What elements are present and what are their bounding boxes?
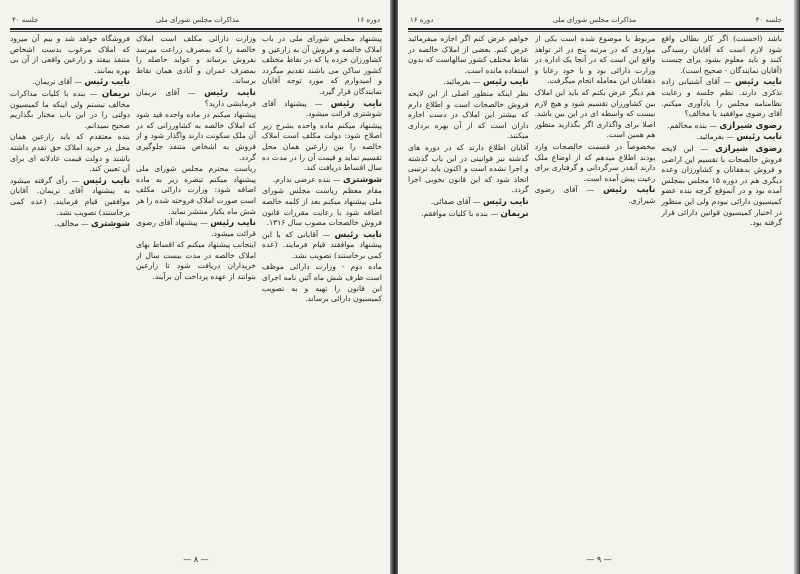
speaker-name: شوشتری (342, 174, 382, 185)
header-rule (408, 28, 784, 32)
paragraph-text: — پیشنهاد آقای رضوی قرائت میشود. (136, 218, 256, 238)
paragraph (136, 110, 256, 163)
paragraph (535, 142, 656, 184)
paragraph (535, 88, 656, 141)
paragraph-text: — آقای نریمان. (32, 77, 82, 87)
paragraph-text: خواهم عرض کنم اگر اجازه میفرمائید عرض کنم. بعضی از املاک خالصه در نقاط مختلف کشور سالهاست که بدون استفاده مانده است. (407, 34, 529, 75)
speaker-name: رضوی شیرازی (719, 120, 782, 131)
paragraph-text: — این لایحه فروش خالصجات با تقسیم این اراضی و فروش بدهقانان و کشاورزان وعده دیگری هم در دوره ۱۵ مجلس بمجلس آمده بود و در آنموقع گرچه بنده عضو کمیسیون دارائی نبودم ولی این منظور در اختیار کمیسیون قوانین دارائی قرار گرفته بود. (661, 143, 782, 228)
paragraph-text: آقایان اطلاع دارند که در دوره های گذشته نیز قوانینی در این باب گذشته و اجرا نشده است و اکنون باید ترتیبی اتخاذ شود که این قانون بخوبی اجرا گردد. (407, 142, 529, 195)
text-column (262, 34, 382, 546)
text-columns (10, 34, 382, 546)
speaker-name: نایب رئیس (334, 229, 382, 240)
paragraph-text: باشد (احسنت) اگر کار بطالی واقع شود لازم است که آقایان رسیدگی کنند و باید معلوم بشود برای چیست (آقایان نمایندگان - صحیح است). (661, 34, 782, 75)
paragraph (661, 77, 782, 119)
page-edge (794, 0, 800, 574)
speaker-name: نریمان (500, 208, 529, 219)
left-page (0, 0, 392, 574)
speaker-name: نایب رئیس (204, 87, 256, 98)
text-columns (408, 34, 782, 546)
paragraph-text: مقام معظم ریاست مجلس شورای ملی پیشنهاد میکنم بعد از کلمه خالصه اضافه شود با رعایت مقررات قانون فروش خالصجات مصوب سال ۱۳۱۶. (262, 186, 382, 228)
header-title: مذاکرات مجلس شورای ملی (552, 16, 637, 24)
paragraph (136, 218, 256, 239)
paragraph-text: پیشنهاد میکنم ماده واحده بشرح زیر اصلاح شود: دولت مکلف است املاک خالصه را بین زارعین همان محل تقسیم نماید و قیمت آن را در مدت ده سال اقساط دریافت کند. (262, 120, 382, 173)
paragraph-text: — آقای آشتیانی زاده تذکری دارند. نظم جلسه و رعایت نظامنامه مجلس را یادآوری میکنم. آقای رضوی موافقید یا مخالف؟ (661, 77, 782, 119)
paragraph (10, 219, 130, 230)
paragraph-text: — پیشنهاد آقای شوشتری قرائت میشود. (262, 98, 382, 119)
paragraph (10, 176, 130, 218)
paragraph-text: — بنده با کلیات مذاکرات مخالف نیستم ولی اینکه ما کمیسیون دولتی را در این باب مختار بگذاریم صحیح نمیدانم. (10, 88, 130, 130)
paragraph (10, 89, 130, 131)
paragraph (10, 77, 130, 88)
paragraph-text: — آقای رضوی شیرازی. (534, 185, 656, 205)
paragraph-text: — بفرمائید. (696, 132, 734, 142)
term-label: دوره ۱۶ (356, 16, 380, 24)
speaker-name: نایب رئیس (603, 185, 656, 196)
speaker-name: نایب رئیس (84, 77, 130, 88)
paragraph-text: — آقای نریمان فرمایشی دارید؟ (136, 87, 256, 108)
paragraph (535, 185, 656, 206)
paragraph (136, 164, 256, 217)
page-number: — ۹ — (586, 555, 612, 564)
paragraph (262, 230, 382, 262)
paragraph-text: — مخالف. (54, 219, 89, 229)
paragraph (408, 77, 529, 88)
paragraph (408, 34, 529, 76)
text-column (535, 34, 656, 546)
speaker-name: نایب رئیس (736, 132, 782, 143)
page-header (410, 14, 782, 26)
paragraph (408, 209, 529, 220)
speaker-name: شوشتری (90, 219, 130, 230)
paragraph (661, 132, 782, 143)
paragraph-text: — رأی گرفته میشود به پیشنهاد آقای نریمان. آقایان موافقین قیام فرمایند. (عده کمی برخاستند) تصویب نشد. (10, 175, 130, 217)
header-rule (10, 28, 382, 32)
text-column (10, 34, 130, 546)
page-header (12, 14, 380, 26)
speaker-name: نایب رئیس (82, 175, 130, 186)
session-label: جلسه ۴۰ (12, 16, 39, 24)
paragraph-text: نظر اینکه منظور اصلی از این لایحه فروش خالصجات است و اطلاع دارم که بیشتر این املاک در دست اجاره داران است که از آن بهره برداری میکنند. (407, 88, 529, 141)
term-label: دوره ۱۶ (410, 16, 434, 24)
paragraph (408, 197, 529, 208)
paragraph (10, 132, 130, 174)
paragraph (262, 262, 382, 304)
paragraph-text: بنده معتقدم که باید زارعین همان محل در خرید املاک حق تقدم داشته باشند و دولت قیمت عادلانه ای برای آن تعیین کند. (10, 132, 130, 174)
session-label: جلسه ۴۰ (755, 16, 782, 24)
paragraph (661, 34, 782, 76)
paragraph (408, 143, 529, 196)
paragraph (408, 89, 529, 142)
text-column (136, 34, 256, 546)
paragraph-text: وزارت دارائی مکلف است املاک خالصه را که بمصرف زراعت میرسد بفروش برساند و عواید حاصله را بمصرف عمران و آبادی همان نقاط برساند. (136, 34, 256, 86)
speaker-name: نایب رئیس (483, 196, 529, 207)
paragraph-text: — آقایانی که با این پیشنهاد موافقند قیام فرمایند. (عده کمی برخاستند) تصویب نشد. (262, 229, 382, 260)
paragraph (136, 240, 256, 282)
paragraph-text: — بفرمائید. (443, 77, 481, 87)
speaker-name: رضوی شیرازی (714, 143, 782, 154)
speaker-name: نایب رئیس (330, 98, 382, 109)
page-number: — ۸ — (183, 555, 209, 564)
right-page (398, 0, 800, 574)
paragraph (262, 99, 382, 120)
paragraph-text: — آقای صفائی. (430, 196, 481, 206)
header-title: مذاکرات مجلس شورای ملی (155, 16, 240, 24)
paragraph-text: هم دیگر عرض بکنم که باید این املاک بین کشاورزان تقسیم شود و هیچ لازم نیست که واسطه ای در این بین باشد. اصلا برای واگذاری اگر بگذارید منظور هم همین است. (534, 87, 656, 140)
speaker-name: نایب رئیس (735, 77, 782, 88)
paragraph (262, 34, 382, 98)
paragraph-text: — بنده با کلیات موافقم. (421, 208, 499, 218)
paragraph-text: ماده دوم - وزارت دارائی موظف است ظرف شش ماه آئین نامه اجرای این قانون را تهیه و به تصویب کمیسیون دارائی برساند. (262, 262, 382, 304)
speaker-name: نریمان (101, 88, 130, 99)
paragraph-text: پیشنهاد میکنم در ماده واحده قید شود که املاک خالصه به کشاورزانی که در آن ملک سکونت دارند واگذار شود و از فروش به اشخاص متنفذ جلوگیری گردد. (136, 110, 256, 162)
paragraph (661, 121, 782, 132)
paragraph-text: مربوط با موضوع شده است یکی از مواردی که در مرتبه پنج در اثر تواهد واقع این است که در آنجا یک اداره در وزارت دارائی بود و با خود رعایا و دهقانان این معامله انجام میگرفت. (534, 34, 656, 86)
paragraph (136, 88, 256, 109)
paragraph-text: — بنده مخالفم. (667, 120, 717, 130)
paragraph-text: پیشنهاد مجلس شورای ملی در باب املاک خالصه و فروش آن به زارعین و کشاورزان خرده پا که در نقاط مختلف کشور ساکن می باشند تقدیم میگردد و امیدوارم که مورد توجه آقایان نمایندگان قرار گیرد. (262, 34, 382, 96)
paragraph-text: اینجانب پیشنهاد میکنم که اقساط بهای املاک خالصه در مدت بیست سال از خریداران دریافت شود تا زارعین بتوانند از عهده پرداخت آن برآیند. (136, 240, 256, 282)
paragraph-text: فروشگاه خواهد شد و بیم آن میرود که املاک مرغوب بدست اشخاص متنفذ بیفتد و زارعین واقعی از آن بی بهره بمانند. (10, 34, 130, 75)
paragraph-text: — بنده عرضی ندارم. (272, 174, 341, 184)
paragraph (661, 144, 782, 229)
paragraph (262, 175, 382, 186)
speaker-name: نایب رئیس (483, 77, 529, 88)
text-column (408, 34, 529, 546)
paragraph-text: مخصوصاً در قسمت خالصجات وارد بودند اطلاع میدهم که از اوضاع ملک دارند آنقدر سرگردانی و گرفتاری برای رعیت پیش آمده است. (534, 141, 656, 183)
speaker-name: نایب رئیس (210, 218, 256, 229)
paragraph (535, 34, 656, 87)
paragraph-text: ریاست محترم مجلس شورای ملی پیشنهاد میکنم تبصره زیر به ماده اضافه شود: وزارت دارائی مکلف است صورت املاک فروخته شده را هر شش ماه یکبار منتشر نماید. (136, 164, 256, 216)
paragraph (136, 34, 256, 87)
text-column (661, 34, 782, 546)
paragraph (262, 121, 382, 174)
paragraph (10, 34, 130, 76)
paragraph (262, 186, 382, 228)
